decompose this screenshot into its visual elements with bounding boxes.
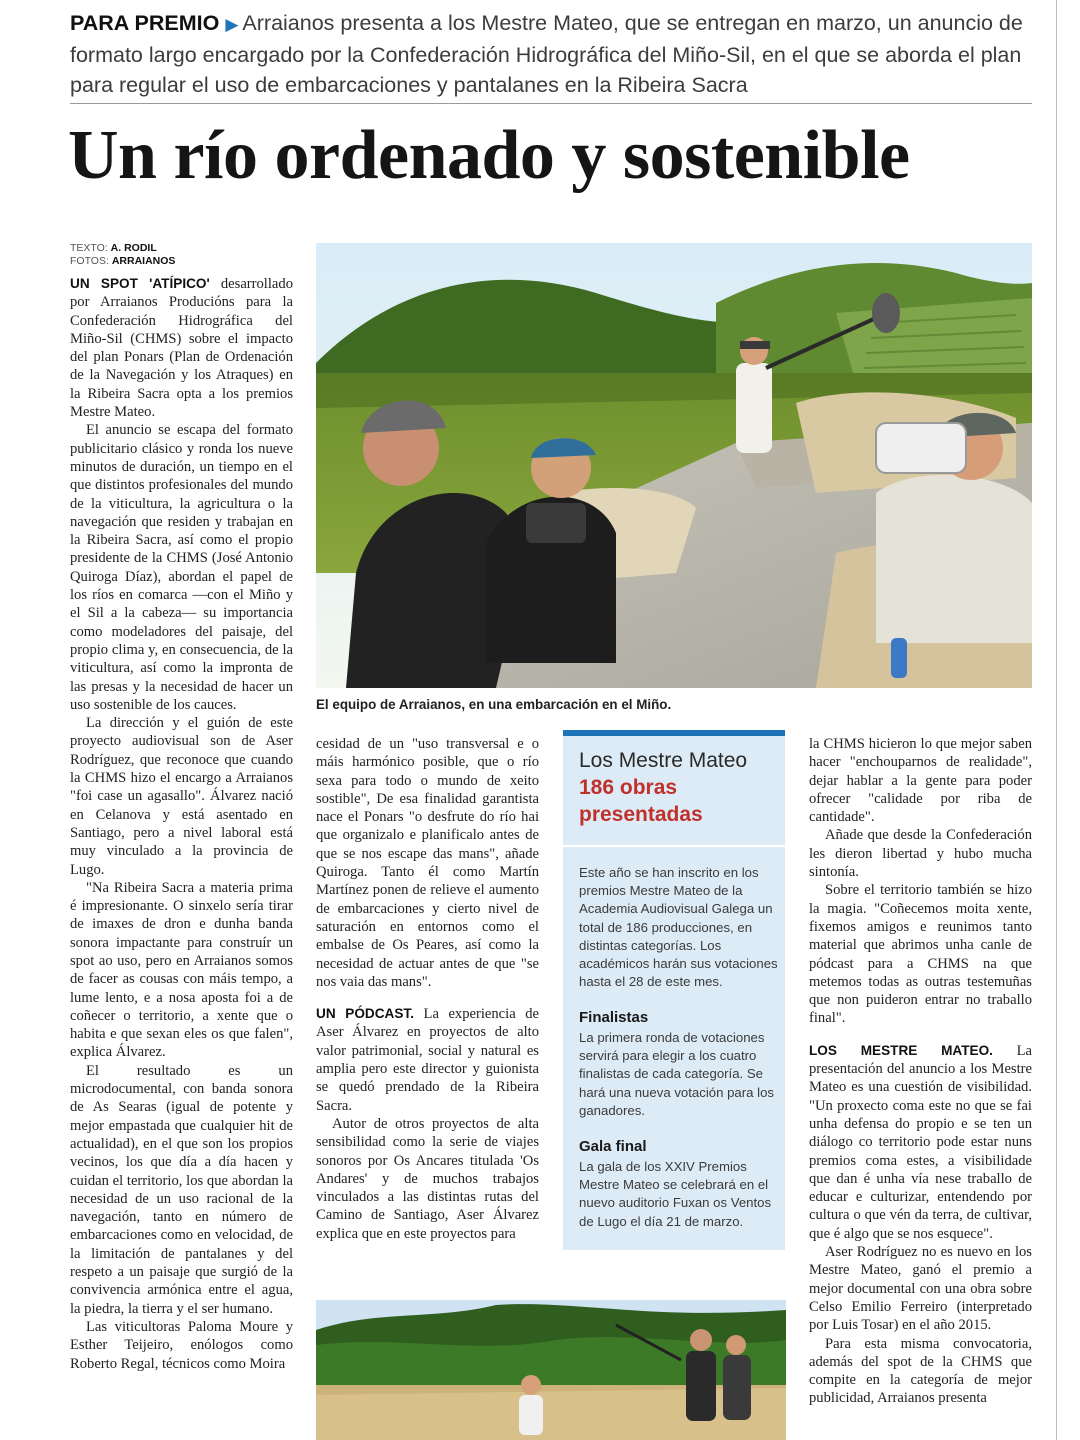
header-divider xyxy=(70,103,1032,104)
triangle-right-icon: ▶ xyxy=(225,15,239,34)
paragraph: cesidad de un "uso transversal e o máis harmónico posible, que o río sexa para todo o mundo de xeito sostible", De esa finalidad garantista nace el Ponars "o desfrute do río hai que organizalo e planificalo antes de que se nos escape das mans", añade Quiroga. Tanto él como Martín Martínez ponen de relieve el aumento de embarcaciones y cierto nivel de saturación en entornos como el embalse de Os Peares, así como la necesidad de actuar antes de que "se nos vaia das mans". xyxy=(316,736,539,990)
article-column-2 xyxy=(316,735,539,1280)
info-box-gala-text: La gala de los XXIV Premios Mestre Mateo se celebrará en el nuevo auditorio Fuxan os Ventos de Lugo el día 21 de marzo. xyxy=(579,1159,772,1229)
headline: Un río ordenado y sostenible xyxy=(68,117,910,194)
info-box-divider xyxy=(563,845,785,847)
info-box-heading-gala: Gala final xyxy=(579,1138,647,1155)
photo-credit-label: FOTOS: xyxy=(70,255,109,267)
paragraph: Para esta misma convocatoria, además del spot de la CHMS que compite en la categoría de mejor publicidad, Arraianos presenta xyxy=(809,1335,1032,1407)
paragraph: Autor de otros proyectos de alta sensibilidad como la serie de viajes sonoros por Os Ancares titulada 'Os Andares' y de muchos trabajos vinculados a las distintas rutas del Camino de Santiago, Aser Álvarez explica que en este proyectos para xyxy=(316,1115,539,1242)
info-box-accent xyxy=(563,730,785,736)
byline xyxy=(70,242,310,268)
info-box-subtitle: 186 obras presentadas xyxy=(579,776,703,826)
paragraph: Las viticultoras Paloma Moure y Esther Teijeiro, enólogos como Roberto Regal, técnicos como Moira xyxy=(70,1318,293,1372)
subhead-podcast: UN PÓDCAST. xyxy=(316,1006,415,1022)
lead-in: UN SPOT 'ATÍPICO' xyxy=(70,276,210,291)
article-column-1 xyxy=(70,275,293,1440)
paragraph: La dirección y el guión de este proyecto audiovisual son de Aser Rodríguez, que reconoce que cuando la CHMS hizo el encargo a Arraianos "foi case un agasallo". Álvarez nació en Celanova y está asentado en Santiago, pero a nivel laboral está muy vinculado a la provincia de Lugo. xyxy=(70,715,293,878)
kicker-label: PARA PREMIO xyxy=(70,11,220,35)
kicker xyxy=(70,8,1030,100)
paragraph: La experiencia de Aser Álvarez en proyectos de alto valor patrimonial, social y natural es amplia pero este director y guionista se quedó prendado de la Ribeira Sacra. xyxy=(316,1006,539,1114)
paragraph: El resultado es un microdocumental, con banda sonora de As Searas (igual de potente y mejor empastada que cualquier hit de actualidad), en el que son los propios vecinos, los que día a día hacen y cuidan el territorio, los que abordan la necesidad de un uso racional de la navegación, tanto en número de embarcaciones como en velocidad, de la limitación de pantalanes y del respeto a un paisaje que surgió de la convivencia armónica entre el agua, la piedra, la tierra y el ser humano. xyxy=(70,1062,293,1317)
paragraph: la CHMS hicieron lo que mejor saben hacer "enchouparnos de realidade", dejar hablar a la gente para poder ofrecer "calidade por riba de cantidade". xyxy=(809,736,1032,826)
page-edge-divider xyxy=(1056,0,1057,1440)
field-team-photo xyxy=(316,1300,786,1440)
info-box-finalists-text: La primera ronda de votaciones servirá para elegir a los cuatro finalistas de cada categoría. Se hará una nueva votación para los ganadores. xyxy=(579,1030,775,1118)
info-box-title: Los Mestre Mateo xyxy=(579,749,748,772)
photo-caption: El equipo de Arraianos, en una embarcación en el Miño. xyxy=(316,697,672,712)
kicker-text: Arraianos presenta a los Mestre Mateo, que se entregan en marzo, un anuncio de formato largo encargado por la Confederación Hidrográfica del Miño-Sil, en el que se aborda el plan para regular el uso de embarcaciones y pantalanes en la Ribeira Sacra xyxy=(70,11,1023,97)
paragraph: Aser Rodríguez no es nuevo en los Mestre Mateo, ganó el premio a mejor documental con una obra sobre Celso Emilio Ferreiro (interpretado por Luis Tosar) en el año 2015. xyxy=(809,1244,1032,1334)
paragraph: desarrollado por Arraianos Producións para la Confederación Hidrográfica del Miño-Sil (CHMS) sobre el impacto del plan Ponars (Plan de Ordenación de la Navegación y los Atraques) en la Ribeira Sacra opta a los premios Mestre Mateo. xyxy=(70,276,293,421)
text-credit-author: A. RODIL xyxy=(110,242,157,254)
info-box-intro: Este año se han inscrito en los premios Mestre Mateo de la Academia Audiovisual Galega un total de 186 producciones, en distintas categorías. Los académicos harán sus votaciones hasta el 28 de este mes. xyxy=(579,865,778,990)
text-credit-label: TEXTO: xyxy=(70,242,108,254)
paragraph: La presentación del anuncio a los Mestre Mateo es una cuestión de visibilidad. "Un proxecto coma este no que se fai unha defensa do propio e se ten un diálogo co territorio pode estar nuns premios coma estes, a visibilidade que dan é unha vía nese traballo de educar e culturizar, entendendo por cultura o que vén da terra, de cultivar, que é algo que se nos esquece". xyxy=(809,1042,1032,1242)
photo-credit-author: ARRAIANOS xyxy=(111,255,176,267)
article-column-4 xyxy=(809,735,1032,1440)
subhead-mestre-mateo: LOS MESTRE MATEO. xyxy=(809,1042,993,1058)
paragraph: "Na Ribeira Sacra a materia prima é impresionante. O sinxelo sería tirar de imaxes de dron e dunha banda sonora impactante para construír un spot ao uso, pero en Arraianos somos de facer as cousas con máis tempo, a lume lento, e a nosa aposta foi a de coñecer o territorio, a xente que o habita e que sexan eles os que falen", explica Álvarez. xyxy=(70,879,293,1061)
info-box-heading-finalists: Finalistas xyxy=(579,1009,649,1026)
boat-team-photo xyxy=(316,243,1032,688)
paragraph: El anuncio se escapa del formato publicitario clásico y ronda los nueve minutos de duración, un tiempo en el que distintos profesionales del mundo de la viticultura, la agricultura o la navegación que residen y trabajan en la Ribeira Sacra, así como el propio presidente de la CHMS (José Antonio Quiroga Díaz), abordan el papel de los ríos en comarca —con el Miño y el Sil a la cabeza— su importancia como modeladores del paisaje, del propio clima y, en consecuencia, de la viticultura, así como la impronta de las presas y la necesidad de hacer un uso sostenible de los cauces. xyxy=(70,422,293,713)
paragraph: Añade que desde la Confederación les dieron libertad y hubo mucha sintonía. xyxy=(809,827,1032,881)
paragraph: Sobre el territorio también se hizo la magia. "Coñecemos moita xente, fixemos amigos e reunimos tanto material que abrimos unha canle de pódcast para a CHMS na que metemos todas as outras testemuñas que non puideron entrar no traballo final". xyxy=(809,882,1032,1027)
